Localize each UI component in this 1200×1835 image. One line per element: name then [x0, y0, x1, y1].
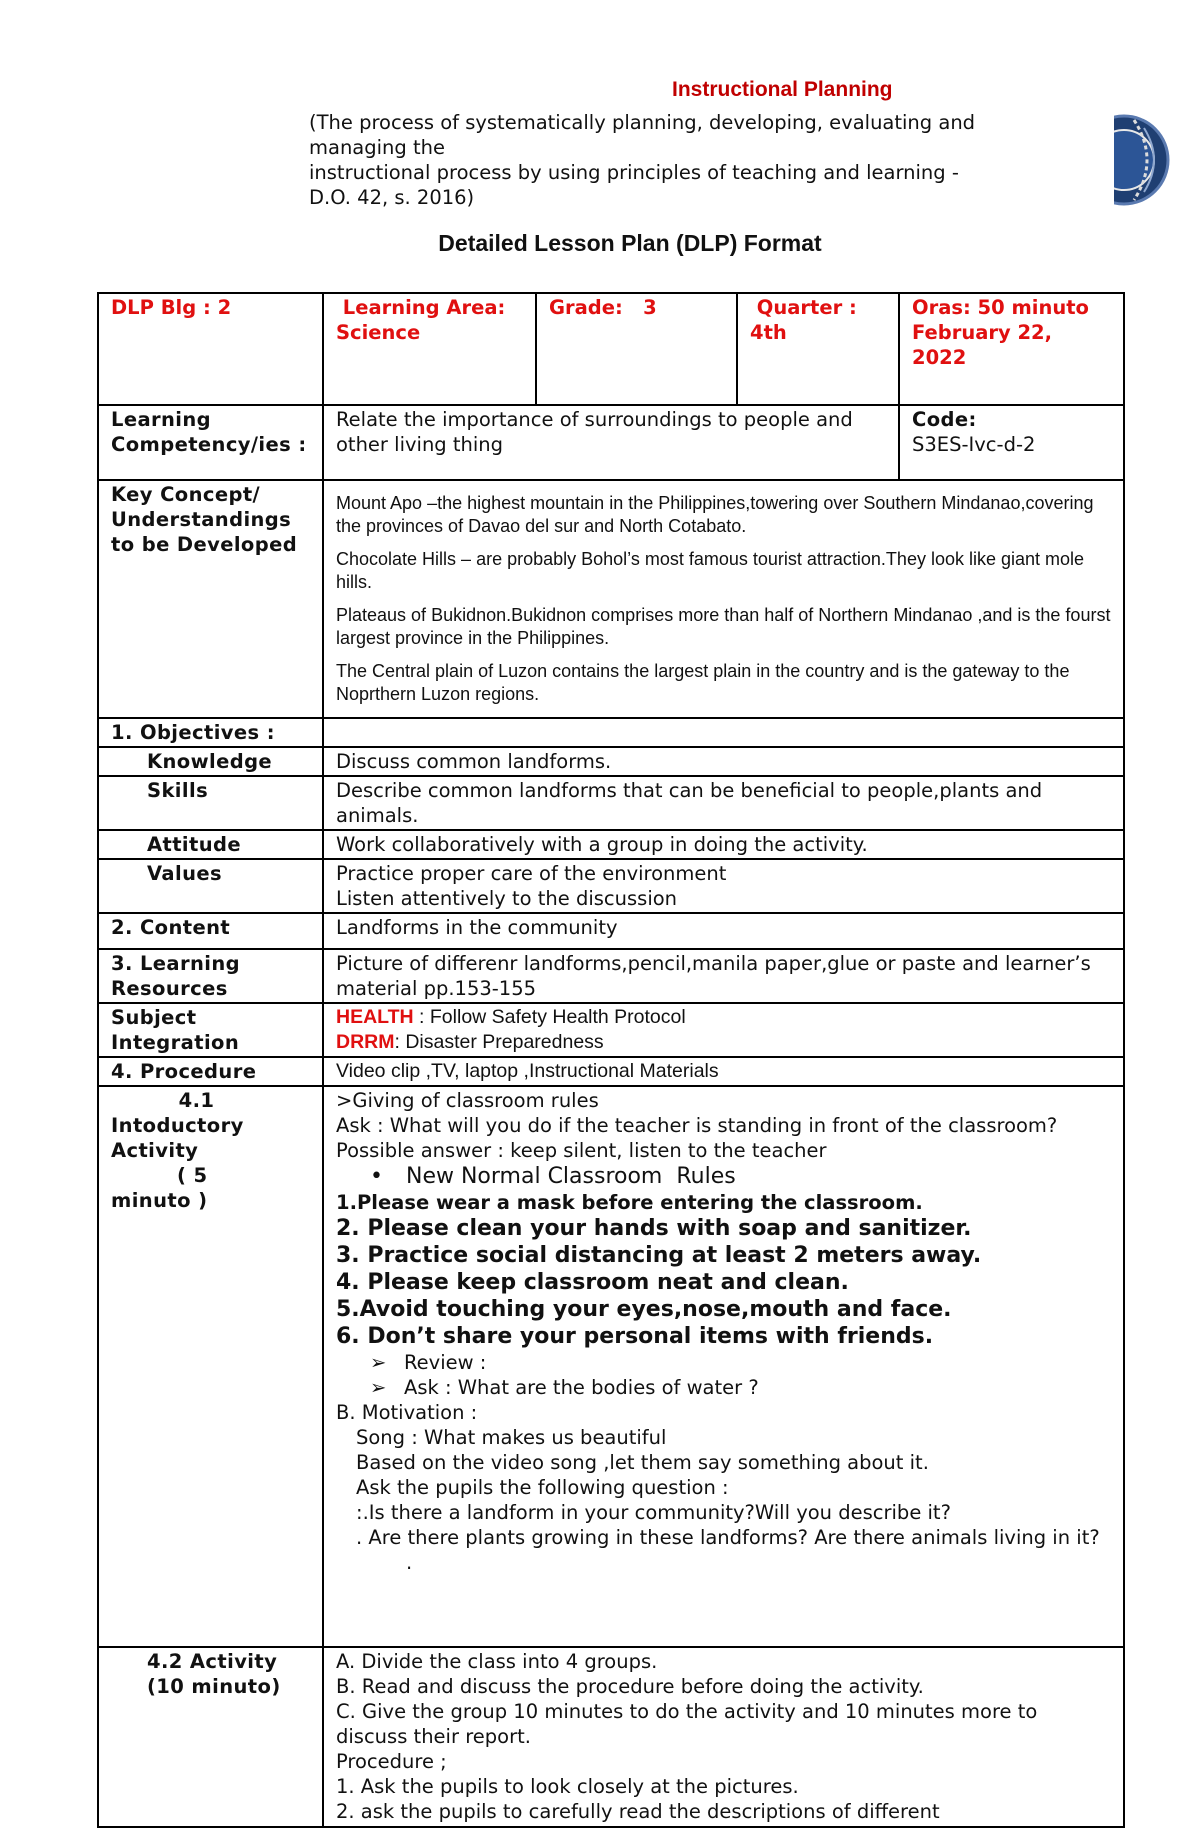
- key-concepts: Mount Apo –the highest mountain in the Philippines,towering over Southern Mindanao,covering the provinces of Davao del sur and North Cotabato. Chocolate Hills – are probably Bohol’s most famous tourist attraction.They look like giant mole hills. Plateaus of Bukidnon.Bukidnon comprises more than half of Northern Mindanao ,and is the fourst largest province in the Philippines. The Central plain of Luzon contains the largest plain in the country and is the gateway to the Noprthern Luzon regions.: [323, 480, 1124, 718]
- table-row-subject-integration: [98, 1003, 1124, 1057]
- table-row-introductory-activity: [98, 1086, 1124, 1647]
- table-row-activity: [98, 1647, 1124, 1827]
- attitude-label: Attitude: [98, 830, 323, 859]
- learning-area: Learning Area: Science: [323, 293, 536, 405]
- introductory-activity-content: >Giving of classroom rules Ask : What will you do if the teacher is standing in front of the classroom? Possible answer : keep silent, listen to the teacher • New Normal Classroom Rules 1.Please wear a mask before entering the classroom. 2. Please clean your hands with soap and sanitizer. 3. Practice social distancing at least 2 meters away. 4. Please keep classroom neat and clean. 5.Avoid touching your eyes,nose,mouth and face. 6. Don’t share your personal items with friends. ➢ Review : ➢ Ask : What are the bodies of water ? B. Motivation : Song : What makes us beautiful Based on the video song ,let them say something about it. Ask the pupils the following question : :.Is there a landform in your community?Will you describe it? . Are there plants growing in these landforms? Are there animals living in it? .: [323, 1086, 1124, 1647]
- competency-label: Learning Competency/ies :: [98, 405, 323, 480]
- table-row-skills: [98, 776, 1124, 830]
- table-row-values: [98, 859, 1124, 913]
- subject-integration-text: HEALTH : Follow Safety Health Protocol DRRM: Disaster Preparedness: [323, 1003, 1124, 1057]
- introductory-activity-label: 4.1 Intoductory Activity ( 5 minuto ): [98, 1086, 323, 1647]
- knowledge-label: Knowledge: [98, 747, 323, 776]
- arrow-bullet-icon: ➢: [370, 1351, 387, 1374]
- skills-text: Describe common landforms that can be beneficial to people,plants and animals.: [323, 776, 1124, 830]
- oras-and-date: Oras: 50 minuto February 22, 2022: [899, 293, 1124, 405]
- procedure-text: Video clip ,TV, laptop ,Instructional Materials: [323, 1057, 1124, 1086]
- content-label: 2. Content: [98, 913, 323, 949]
- grade-level: Grade: 3: [536, 293, 737, 405]
- content-text: Landforms in the community: [323, 913, 1124, 949]
- procedure-label: 4. Procedure: [98, 1057, 323, 1086]
- arrow-bullet-icon: ➢: [370, 1376, 387, 1399]
- objectives-label: 1. Objectives :: [98, 718, 323, 747]
- quarter: Quarter : 4th: [737, 293, 899, 405]
- values-text: Practice proper care of the environment Listen attentively to the discussion: [323, 859, 1124, 913]
- code-cell: Code: S3ES-Ivc-d-2: [899, 405, 1124, 480]
- lesson-plan-table: [97, 292, 1125, 1828]
- values-label: Values: [98, 859, 323, 913]
- table-row-content: [98, 913, 1124, 949]
- subject-integration-label: Subject Integration: [98, 1003, 323, 1057]
- attitude-text: Work collaboratively with a group in doing the activity.: [323, 830, 1124, 859]
- table-row-key-concept: [98, 480, 1124, 718]
- skills-label: Skills: [98, 776, 323, 830]
- activity-label: 4.2 Activity (10 minuto): [98, 1647, 323, 1827]
- bullet-icon: •: [370, 1164, 383, 1189]
- resources-label: 3. Learning Resources: [98, 949, 323, 1003]
- key-concept-label: Key Concept/ Understandings to be Developed: [98, 480, 323, 718]
- dlp-format-title: Detailed Lesson Plan (DLP) Format: [438, 230, 822, 256]
- table-row-attitude: [98, 830, 1124, 859]
- instructional-planning-title: Instructional Planning: [672, 78, 893, 101]
- table-row-objectives: [98, 718, 1124, 747]
- table-row-procedure: [98, 1057, 1124, 1086]
- dlp-number: DLP Blg : 2: [98, 293, 323, 405]
- knowledge-text: Discuss common landforms.: [323, 747, 1124, 776]
- activity-content: A. Divide the class into 4 groups. B. Read and discuss the procedure before doing the activity. C. Give the group 10 minutes to do the activity and 10 minutes more to discuss their report. Procedure ; 1. Ask the pupils to look closely at the pictures. 2. ask the pupils to carefully read the descriptions of different: [323, 1647, 1124, 1827]
- table-row-header: [98, 293, 1124, 405]
- table-row-competency: [98, 405, 1124, 480]
- competency-text: Relate the importance of surroundings to people and other living thing: [323, 405, 899, 480]
- table-row-knowledge: [98, 747, 1124, 776]
- table-row-resources: [98, 949, 1124, 1003]
- deped-seal-logo: [1114, 110, 1170, 210]
- new-normal-rules-heading: • New Normal Classroom Rules: [370, 1164, 736, 1189]
- instructional-planning-description: (The process of systematically planning, developing, evaluating and managing the instructional process by using principles of teaching and learning - D.O. 42, s. 2016): [309, 111, 976, 209]
- resources-text: Picture of differenr landforms,pencil,manila paper,glue or paste and learner’s material pp.153-155: [323, 949, 1124, 1003]
